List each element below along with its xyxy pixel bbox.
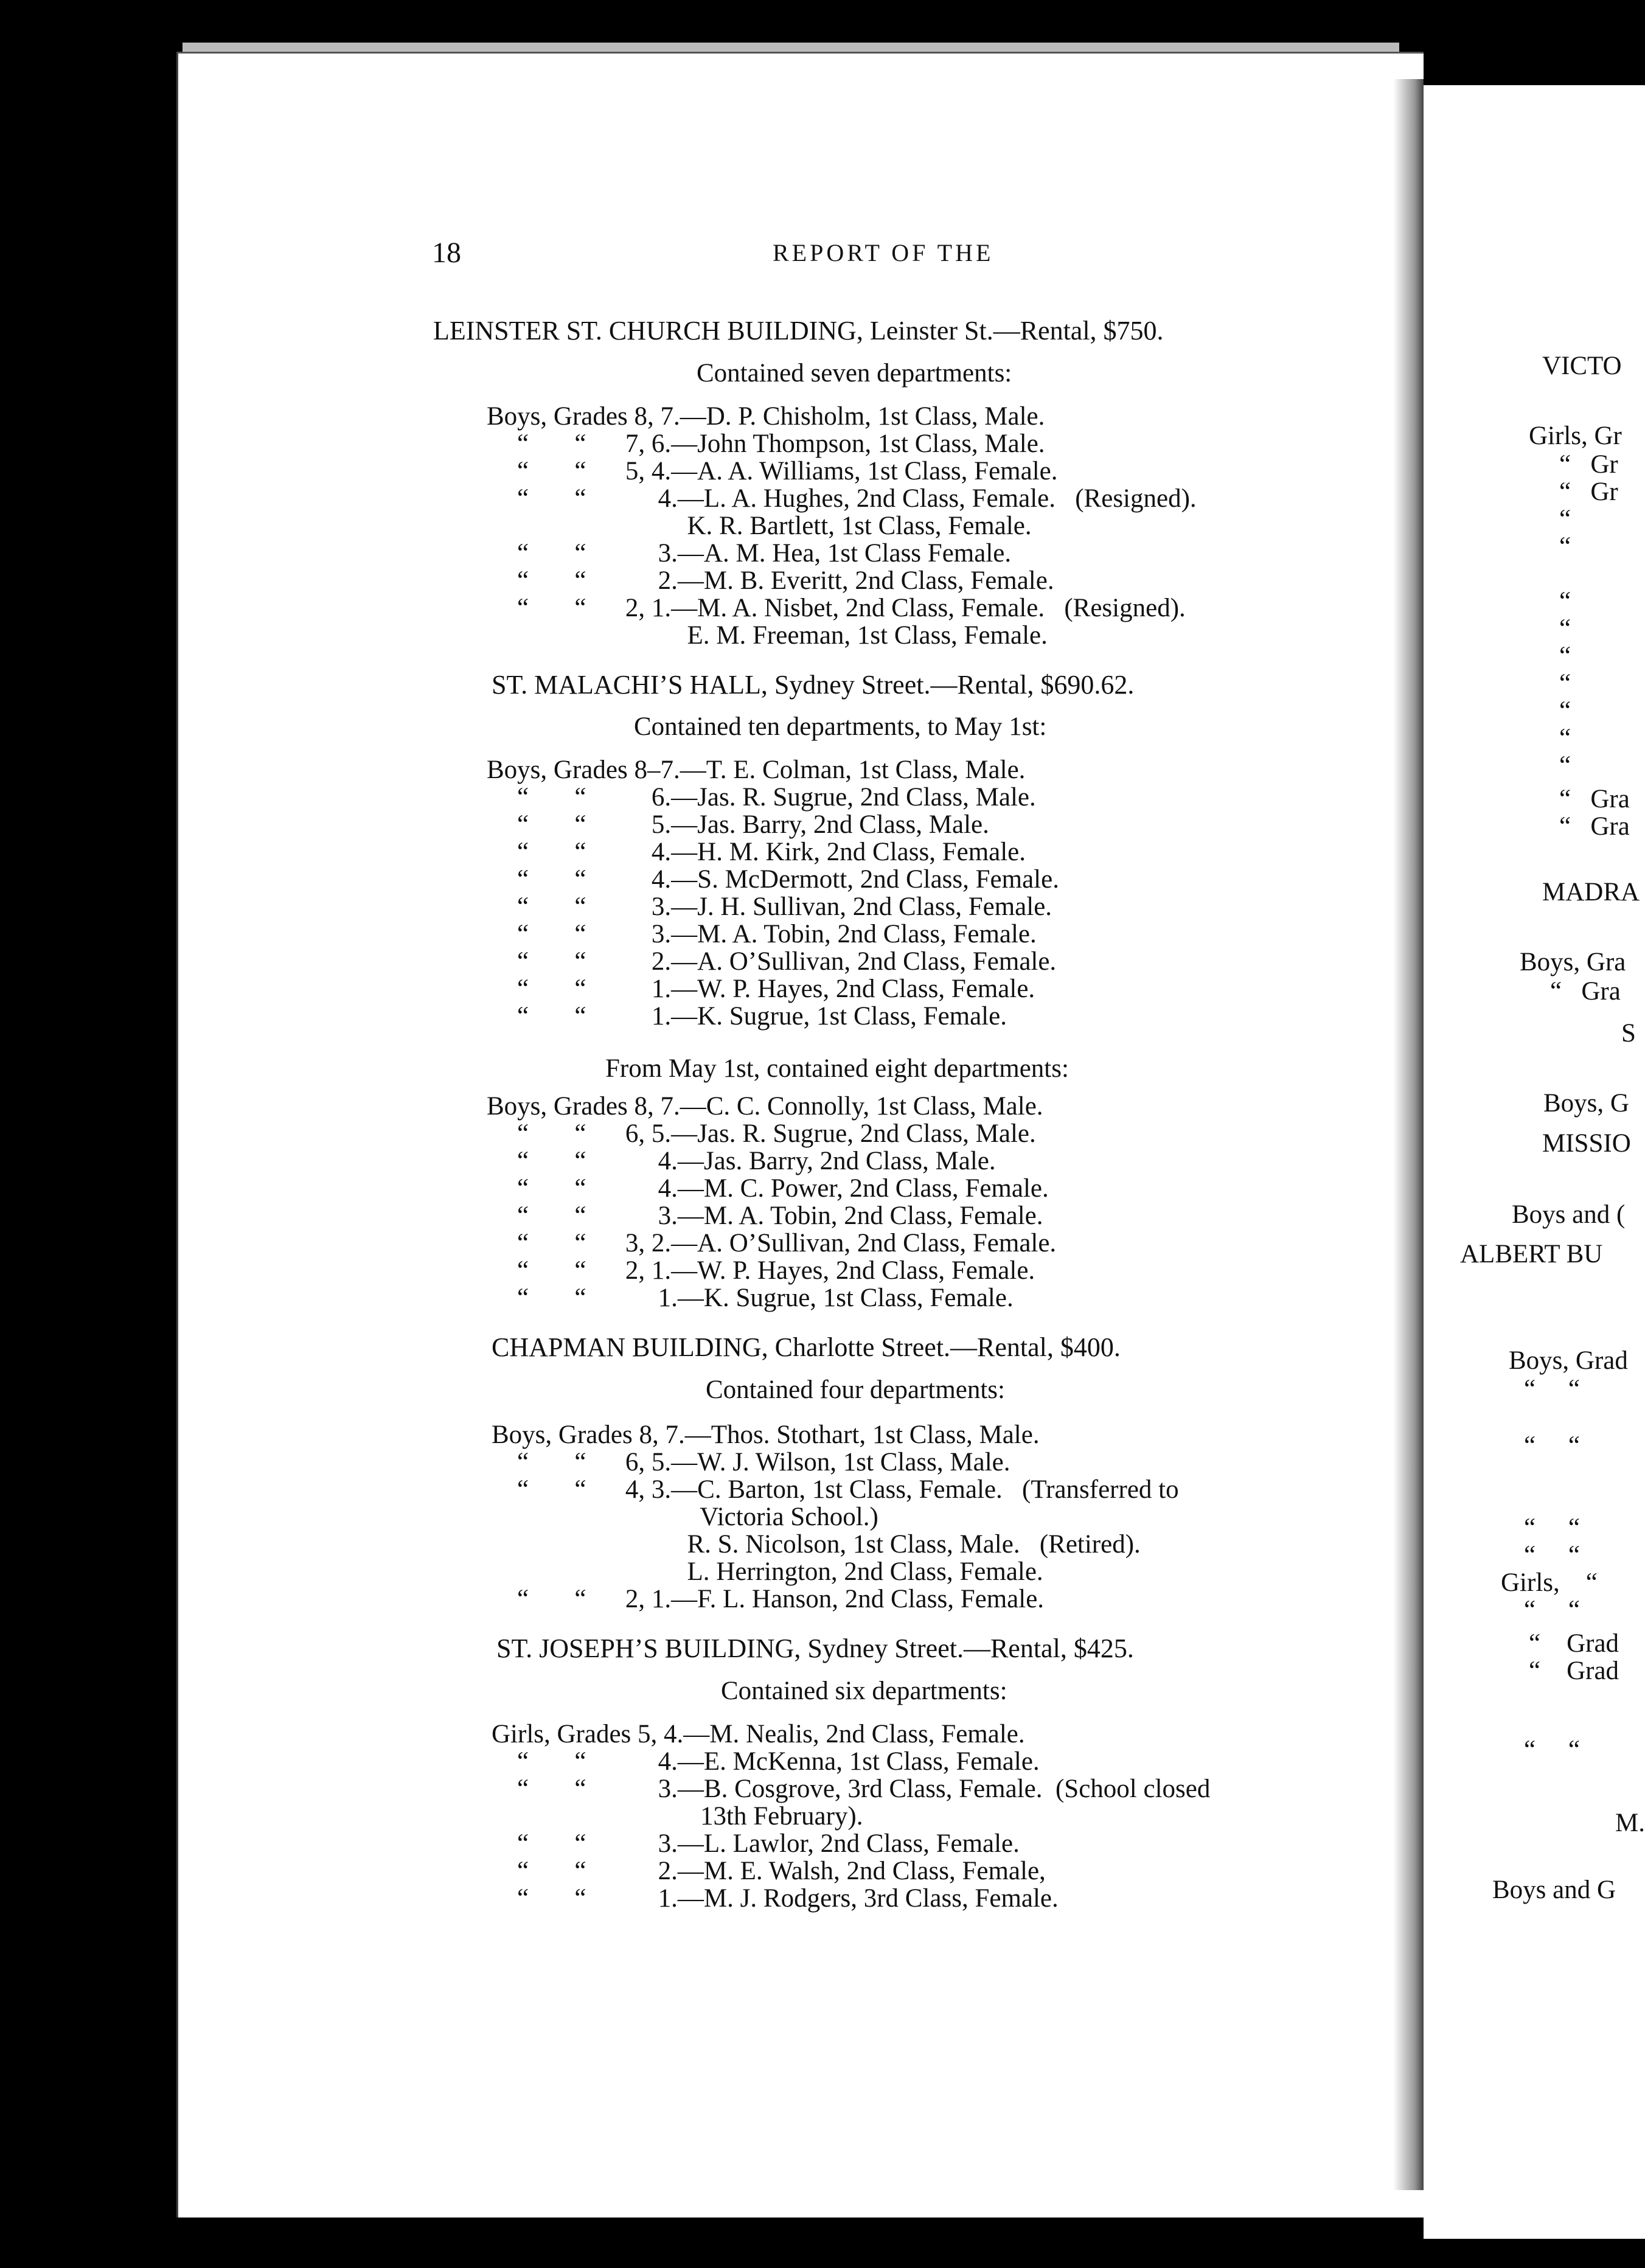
- entry-line: “ “ 3.—A. M. Hea, 1st Class Female.: [517, 539, 1012, 568]
- right-fragment: MISSIO: [1542, 1129, 1631, 1158]
- right-fragment: Boys, Gra: [1520, 948, 1626, 976]
- right-fragment: “: [1559, 642, 1571, 670]
- right-fragment: Boys, G: [1543, 1089, 1629, 1118]
- entry-line: “ “ 3.—L. Lawlor, 2nd Class, Female.: [517, 1829, 1020, 1858]
- entry-line: “ “ 2, 1.—W. P. Hayes, 2nd Class, Female.: [517, 1256, 1035, 1285]
- entry-line: L. Herrington, 2nd Class, Female.: [517, 1557, 1043, 1586]
- entry-line: “ “ 6, 5.—W. J. Wilson, 1st Class, Male.: [517, 1448, 1010, 1477]
- right-fragment: “: [1559, 724, 1571, 753]
- right-fragment: “ Gr: [1559, 450, 1618, 479]
- right-fragment: “ Gra: [1559, 785, 1630, 813]
- entry-line: Girls, Grades 5, 4.—M. Nealis, 2nd Class, Female.: [492, 1720, 1025, 1748]
- entry-line: “ “ 3.—M. A. Tobin, 2nd Class, Female.: [517, 1202, 1043, 1230]
- entry-line: “ “ 1.—K. Sugrue, 1st Class, Female.: [517, 1284, 1014, 1312]
- entry-line: “ “ 2.—A. O’Sullivan, 2nd Class, Female.: [517, 947, 1057, 976]
- entry-line: “ “ 2, 1.—F. L. Hanson, 2nd Class, Female.: [517, 1585, 1045, 1613]
- entry-line: “ “ 3, 2.—A. O’Sullivan, 2nd Class, Female.: [517, 1229, 1057, 1257]
- right-fragment: “ Gra: [1550, 977, 1621, 1006]
- right-fragment: “ Gra: [1559, 812, 1630, 841]
- right-fragment: “ Grad: [1529, 1629, 1619, 1658]
- right-page: [1424, 85, 1645, 2239]
- right-fragment: Boys and (: [1512, 1200, 1626, 1229]
- section-intro: Contained seven departments:: [697, 359, 1012, 388]
- entry-line: “ “ 3.—B. Cosgrove, 3rd Class, Female. (School closed: [517, 1775, 1211, 1803]
- entry-line: “ “ 4.—E. McKenna, 1st Class, Female.: [517, 1747, 1040, 1776]
- entry-line: “ “ 4.—H. M. Kirk, 2nd Class, Female.: [517, 838, 1026, 866]
- section-intro: From May 1st, contained eight departments:: [605, 1054, 1069, 1083]
- entry-line: “ “ 3.—J. H. Sullivan, 2nd Class, Female.: [517, 892, 1052, 921]
- entry-line: “ “ 3.—M. A. Tobin, 2nd Class, Female.: [517, 920, 1037, 948]
- entry-line: Boys, Grades 8, 7.—C. C. Connolly, 1st Class, Male.: [487, 1092, 1043, 1121]
- entry-line: “ “ 5.—Jas. Barry, 2nd Class, Male.: [517, 810, 989, 839]
- right-fragment: “ Gr: [1559, 478, 1618, 506]
- section-heading: ST. JOSEPH’S BUILDING, Sydney Street.—Rental, $425.: [496, 1633, 1134, 1663]
- section-intro: Contained six departments:: [721, 1677, 1007, 1705]
- section-heading: LEINSTER ST. CHURCH BUILDING, Leinster St.—Rental, $750.: [433, 316, 1164, 346]
- right-fragment: Boys, Grad: [1509, 1346, 1628, 1375]
- right-fragment: “: [1559, 505, 1571, 534]
- entry-line: Boys, Grades 8, 7.—Thos. Stothart, 1st Class, Male.: [492, 1421, 1040, 1449]
- entry-line: “ “ 1.—K. Sugrue, 1st Class, Female.: [517, 1002, 1007, 1031]
- page-number: 18: [432, 237, 461, 269]
- entry-line: “ “ 6, 5.—Jas. R. Sugrue, 2nd Class, Male.: [517, 1119, 1036, 1148]
- entry-line: “ “ 2.—M. B. Everitt, 2nd Class, Female.: [517, 566, 1054, 595]
- section-heading: CHAPMAN BUILDING, Charlotte Street.—Rental, $400.: [492, 1332, 1121, 1362]
- entry-line: “ “ 2.—M. E. Walsh, 2nd Class, Female,: [517, 1857, 1046, 1885]
- right-fragment: Girls, Gr: [1529, 422, 1622, 450]
- right-fragment: “ “: [1524, 1736, 1580, 1764]
- right-fragment: “ Grad: [1529, 1657, 1619, 1685]
- right-fragment: “: [1559, 697, 1571, 725]
- section-intro: Contained ten departments, to May 1st:: [634, 712, 1047, 741]
- entry-line: K. R. Bartlett, 1st Class, Female.: [517, 512, 1032, 540]
- entry-line: “ “ 4.—S. McDermott, 2nd Class, Female.: [517, 865, 1059, 894]
- right-fragment: “: [1559, 751, 1571, 780]
- right-fragment: “ “: [1524, 1431, 1580, 1460]
- entry-line: “ “ 1.—W. P. Hayes, 2nd Class, Female.: [517, 975, 1035, 1003]
- entry-line: Victoria School.): [517, 1503, 878, 1531]
- entry-line: “ “ 4, 3.—C. Barton, 1st Class, Female. (Transferred to: [517, 1475, 1179, 1504]
- right-fragment: S: [1621, 1019, 1636, 1048]
- right-fragment: “: [1559, 532, 1571, 561]
- right-fragment: “ “: [1524, 1596, 1580, 1624]
- section-intro: Contained four departments:: [706, 1376, 1005, 1404]
- right-fragment: “ “: [1524, 1375, 1580, 1404]
- entry-line: 13th February).: [517, 1802, 863, 1831]
- entry-line: E. M. Freeman, 1st Class, Female.: [517, 621, 1048, 650]
- entry-line: Boys, Grades 8–7.—T. E. Colman, 1st Class, Male.: [487, 756, 1026, 784]
- right-fragment: “ “: [1524, 1541, 1580, 1570]
- entry-line: R. S. Nicolson, 1st Class, Male. (Retired).: [517, 1530, 1141, 1559]
- entry-line: “ “ 4.—L. A. Hughes, 2nd Class, Female. (Resigned).: [517, 484, 1197, 513]
- entry-line: “ “ 5, 4.—A. A. Williams, 1st Class, Female.: [517, 457, 1058, 485]
- entry-line: “ “ 6.—Jas. R. Sugrue, 2nd Class, Male.: [517, 783, 1036, 812]
- right-fragment: M.: [1615, 1809, 1645, 1837]
- section-heading: ST. MALACHI’S HALL, Sydney Street.—Rental, $690.62.: [492, 670, 1135, 700]
- right-fragment: “: [1559, 614, 1571, 643]
- right-fragment: VICTO: [1542, 352, 1622, 380]
- entry-line: “ “ 4.—Jas. Barry, 2nd Class, Male.: [517, 1147, 996, 1175]
- right-fragment: “: [1559, 587, 1571, 616]
- entry-line: “ “ 2, 1.—M. A. Nisbet, 2nd Class, Female. (Resigned).: [517, 594, 1186, 622]
- entry-line: “ “ 1.—M. J. Rodgers, 3rd Class, Female.: [517, 1884, 1059, 1913]
- book-gutter: [1393, 79, 1424, 2190]
- right-fragment: MADRA: [1542, 878, 1640, 906]
- right-fragment: Boys and G: [1492, 1876, 1616, 1904]
- entry-line: “ “ 4.—M. C. Power, 2nd Class, Female.: [517, 1174, 1049, 1203]
- right-fragment: ALBERT BU: [1460, 1240, 1603, 1268]
- right-fragment: Girls, “: [1501, 1568, 1598, 1597]
- running-head: REPORT OF THE: [773, 239, 994, 266]
- entry-line: Boys, Grades 8, 7.—D. P. Chisholm, 1st Class, Male.: [487, 402, 1045, 431]
- right-fragment: “ “: [1524, 1514, 1580, 1542]
- right-fragment: “: [1559, 669, 1571, 698]
- entry-line: “ “ 7, 6.—John Thompson, 1st Class, Male.: [517, 430, 1045, 458]
